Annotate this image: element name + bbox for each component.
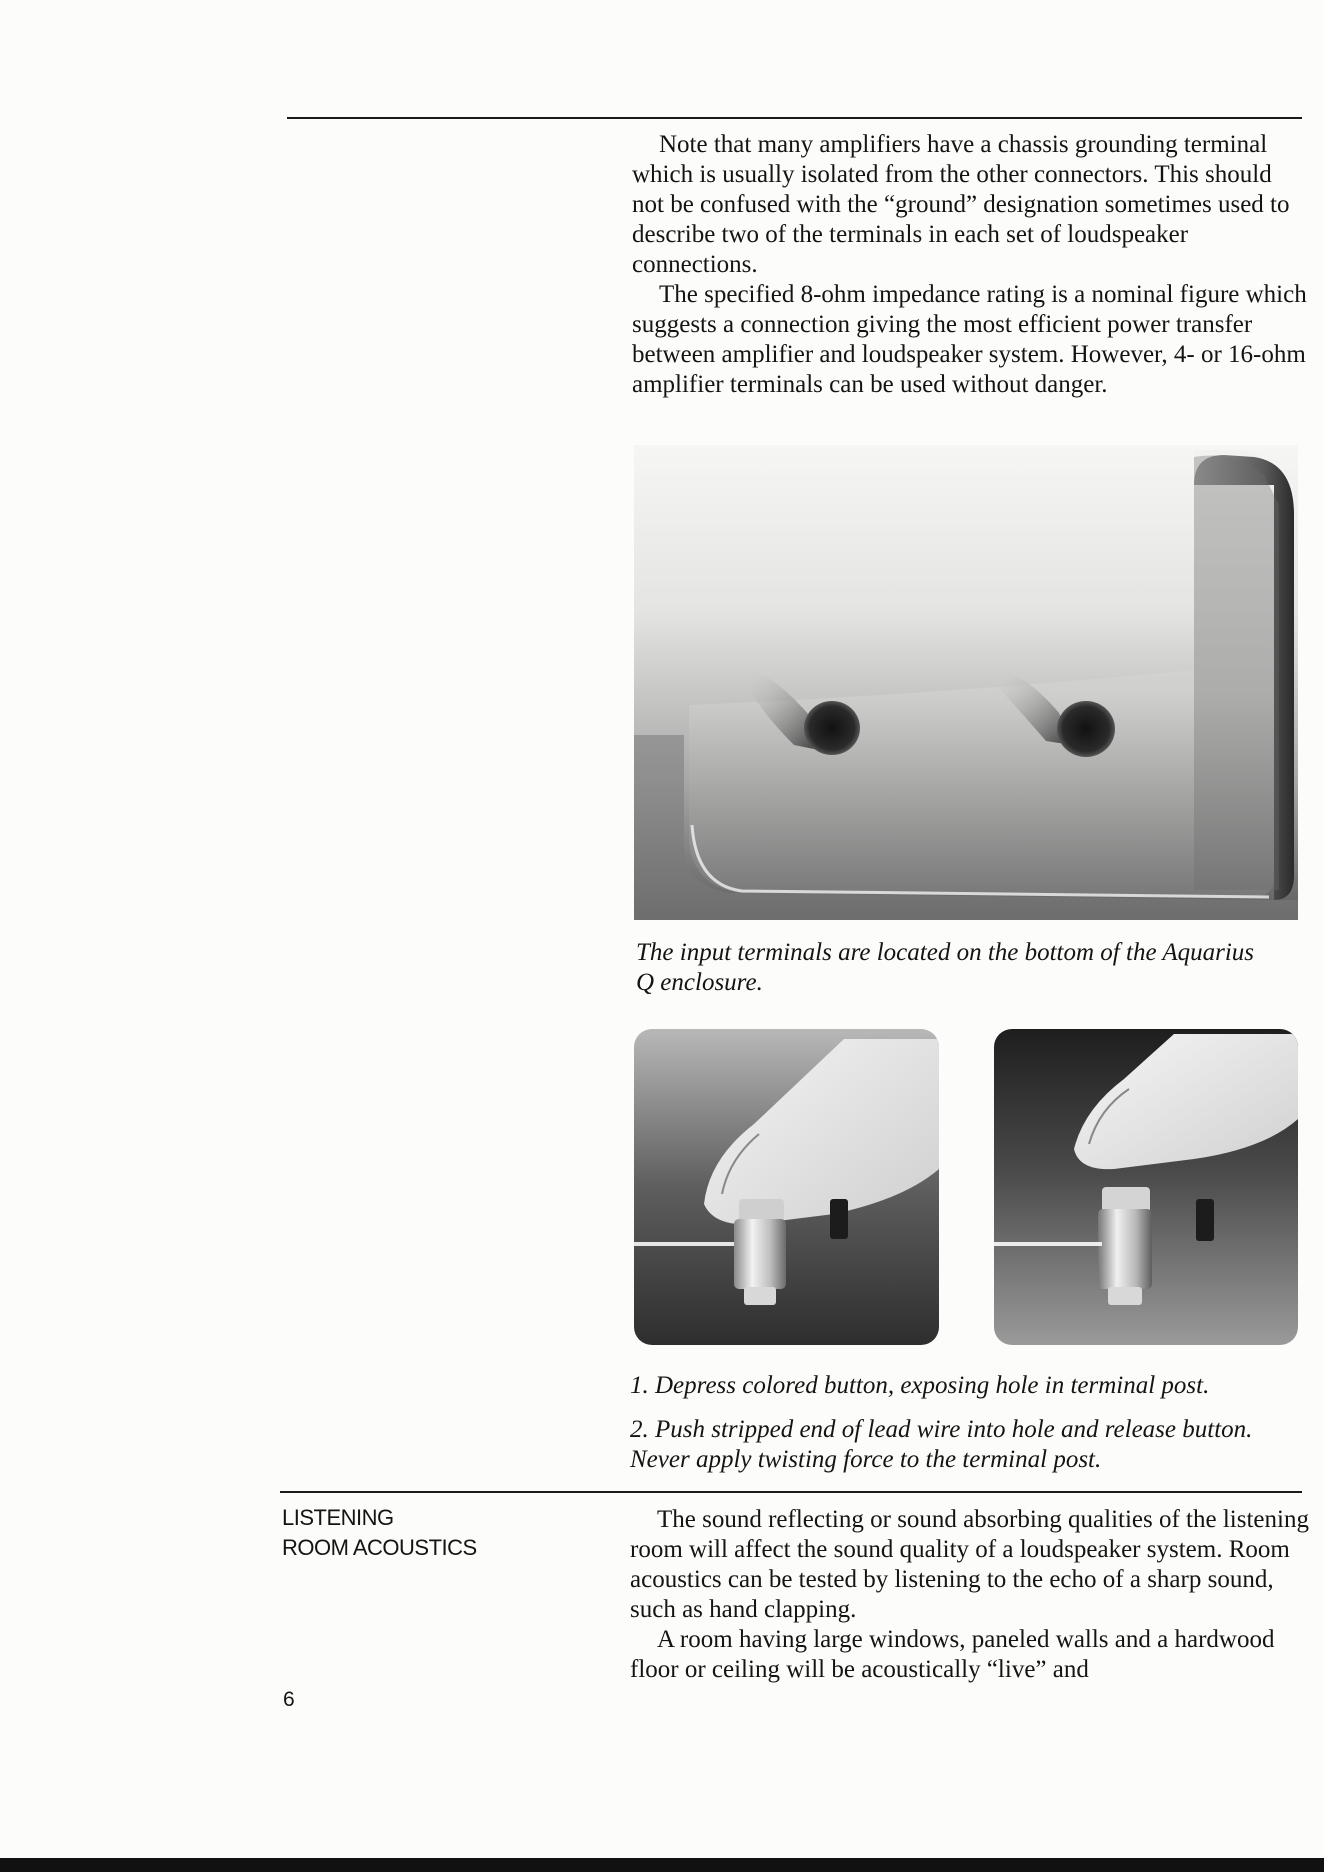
page-number: 6: [283, 1688, 295, 1711]
section-heading-line-1: LISTENING: [282, 1505, 394, 1530]
paragraph-chassis-ground: Note that many amplifiers have a chassis grounding terminal which is usually isolated from the other connectors. This should not be confused with the “ground” designation sometimes used to describe two of the terminals in each set of loudspeaker connections.: [632, 131, 1290, 278]
figure-2-step-1: 1. Depress colored button, exposing hole in terminal post.: [630, 1372, 1210, 1399]
section-rule: [280, 1491, 1302, 1493]
section-heading: [282, 1503, 477, 1563]
insert-wire-photo: [994, 1029, 1298, 1345]
enclosure-terminals-photo: [634, 445, 1298, 920]
top-rule: [287, 117, 1302, 119]
paragraph-live-room: A room having large windows, paneled walls and a hardwood floor or ceiling will be acoustically “live” and: [630, 1626, 1275, 1683]
room-acoustics-text: [630, 1505, 1320, 1685]
section-heading-line-2: ROOM ACOUSTICS: [282, 1535, 477, 1560]
depress-button-photo: [634, 1029, 939, 1345]
figure-2-step-2: 2. Push stripped end of lead wire into hole and release button. Never apply twisting force to the terminal post.: [630, 1416, 1253, 1473]
figure-1-caption: The input terminals are located on the bottom of the Aquarius Q enclosure.: [636, 939, 1255, 996]
intro-text: [632, 130, 1308, 400]
scan-edge-bar: [0, 1858, 1324, 1872]
paragraph-room-acoustics: The sound reflecting or sound absorbing qualities of the listening room will affect the sound quality of a loudspeaker system. Room acoustics can be tested by listening to the echo of a sharp sound, such as hand clapping.: [630, 1506, 1309, 1623]
paragraph-impedance: The specified 8-ohm impedance rating is a nominal figure which suggests a connection giving the most efficient power transfer between amplifier and loudspeaker system. However, 4- or 16-ohm amplifier terminals can be used without danger.: [632, 281, 1307, 398]
